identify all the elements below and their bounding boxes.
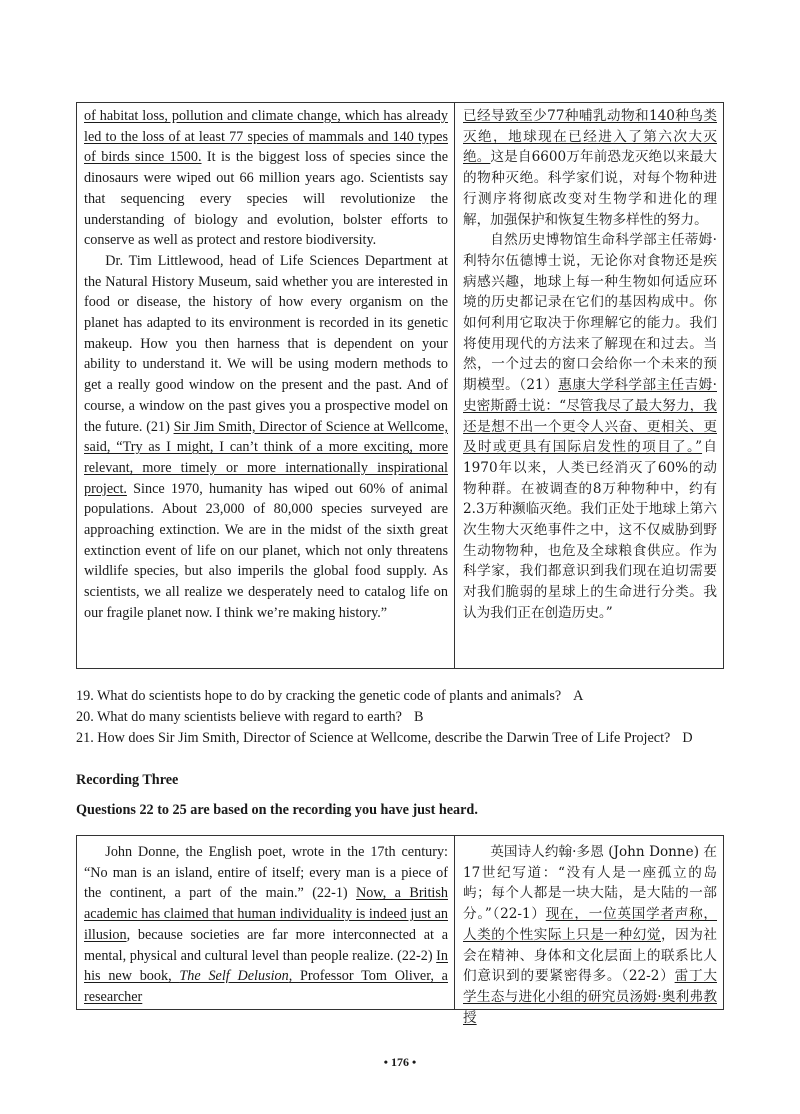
underlined-text-22-2: 雷丁大学生态与进化小组的研究员汤姆·奥利弗教授 [463, 968, 717, 1026]
underlined-text-21: 惠康大学科学部主任吉姆·史密斯爵士说：“尽管我尽了最大努力，我还是想不出一个更令人兴奋、更相关、更及时或更具有国际启发性的项目了。” [463, 377, 717, 456]
chinese-paragraph-2: 自然历史博物馆生命科学部主任蒂姆·利特尔伍德博士说，无论你对食物还是疾病感兴趣，地球上每一种生物如何适应环境的历史都记录在它们的基因构成中。你如何利用它取决于你理解它的能力。我们将使用现代的方法来了解现在和过去。当然，一个过去的窗口会给你一个未来的预期模型。（21）惠康大学科学部主任吉姆·史密斯爵士说：“尽管我尽了最大努力，我还是想不出一个更令人兴奋、更相关、更及时或更具有国际启发性的项目了。”自1970年以来，人类已经消灭了60%的动物种群。在被调查的8万种物种中，约有2.3万种濒临灭绝。我们正处于地球上第六次生物大灭绝事件之中，这不仅威胁到野生动物物种，也危及全球粮食供应。作为科学家，我们都意识到我们现在迫切需要对我们脆弱的星球上的生命进行分类。我认为我们正在创造历史。” [463, 232, 717, 621]
section-heading: Recording Three [76, 772, 179, 788]
underlined-text-21: Sir Jim Smith, Director of Science at Wellcome, said, “Try as I might, I can’t think of a more exciting, more relevant, more timely or more internationally inspirational project. [84, 418, 448, 497]
underlined-text-22-2: In his new book, The Self Delusion, Professor Tom Oliver, a researcher [84, 947, 448, 1005]
transcript-table-1 [76, 102, 724, 669]
chinese-paragraph-1: 已经导致至少77种哺乳动物和140种鸟类灭绝，地球现在已经进入了第六次大灭绝。这是自6600万年前恐龙灭绝以来最大的物种灭绝。科学家们说，对每个物种进行测序将彻底改变对生物学和进化的理解，加强保护和恢复生物多样性的努力。 [463, 108, 717, 228]
question-21: 21. How does Sir Jim Smith, Director of Science at Wellcome, describe the Darwin Tree of Life Project? D [76, 730, 693, 746]
page-number: • 176 • [383, 1055, 417, 1069]
chinese-paragraph: 英国诗人约翰·多恩 (John Donne) 在17世纪写道：“没有人是一座孤立的岛屿；每个人都是一块大陆，是大陆的一部分。”（22-1）现在，一位英国学者声称，人类的个性实际上只是一种幻觉，因为社会在精神、身体和文化层面上的联系比人们意识到的要紧密得多。（22-2）雷丁大学生态与进化小组的研究员汤姆·奥利弗教授 [463, 844, 718, 1026]
chinese-column [455, 836, 723, 1026]
book-title: The Self Delusion [179, 968, 289, 985]
section-instruction: Questions 22 to 25 are based on the recording you have just heard. [76, 802, 478, 818]
answer: A [573, 688, 584, 704]
question-19: 19. What do scientists hope to do by cracking the genetic code of plants and animals? A [76, 688, 584, 704]
chinese-column [455, 103, 723, 668]
underlined-text: of habitat loss, pollution and climate change, which has already led to the loss of at least 77 species of mammals and 140 types of birds since 1500. [84, 108, 448, 166]
answer: B [413, 709, 424, 725]
english-column [77, 103, 455, 668]
underlined-text-22-1: Now, a British academic has claimed that human individuality is indeed just an illusion [84, 885, 448, 943]
question-20: 20. What do many scientists believe with regard to earth? B [76, 709, 424, 725]
english-paragraph: John Donne, the English poet, wrote in the 17th century: “No man is an island, entire of itself; every man is a piece of the continent, a part of the main.” (22-1) Now, a British academic has claimed that human individuality is indeed just an illusion, because societies are far more interconnected at a mental, physical and cultural level than people realize. (22-2) In his new book, The Self Delusion, Professor Tom Oliver, a researcher [84, 844, 448, 1005]
english-paragraph-2: Dr. Tim Littlewood, head of Life Sciences Department at the Natural History Museum, said whether you are interested in food or disease, the history of how every organism on the planet has adapted to its environment is recorded in its genetic makeup. How you then harness that is dependent on your ability to understand it. We will be using modern methods to get a really good window on the present and the past. And of course, a window on the past gives you a prospective model on the future. (21) Sir Jim Smith, Director of Science at Wellcome, said, “Try as I might, I can’t think of a more exciting, more relevant, more timely or more internationally inspirational project. Since 1970, humanity has wiped out 60% of animal populations. About 23,000 of 80,000 species surveyed are approaching extinction. We are in the midst of the sixth great extinction event of life on our planet, which not only threatens wildlife species, but also imperils the global food supply. As scientists, we all realize we desperately need to catalog life on our fragile planet now. I think we’re making history.” [84, 252, 448, 621]
underlined-text: 已经导致至少77种哺乳动物和140种鸟类灭绝，地球现在已经进入了第六次大灭绝。 [463, 108, 717, 166]
answer: D [682, 730, 693, 746]
english-column [77, 836, 455, 1009]
english-paragraph-1: of habitat loss, pollution and climate change, which has already led to the loss of at least 77 species of mammals and 140 types of birds since 1500. It is the biggest loss of species since the dinosaurs were wiped out 66 million years ago. Scientists say that sequencing every species will revolutionize the understanding of biology and evolution, bolster efforts to conserve as well as protect and restore biodiversity. [84, 108, 448, 249]
underlined-text-22-1: 现在，一位英国学者声称，人类的个性实际上只是一种幻觉 [463, 906, 718, 943]
transcript-table-2 [76, 835, 724, 1026]
